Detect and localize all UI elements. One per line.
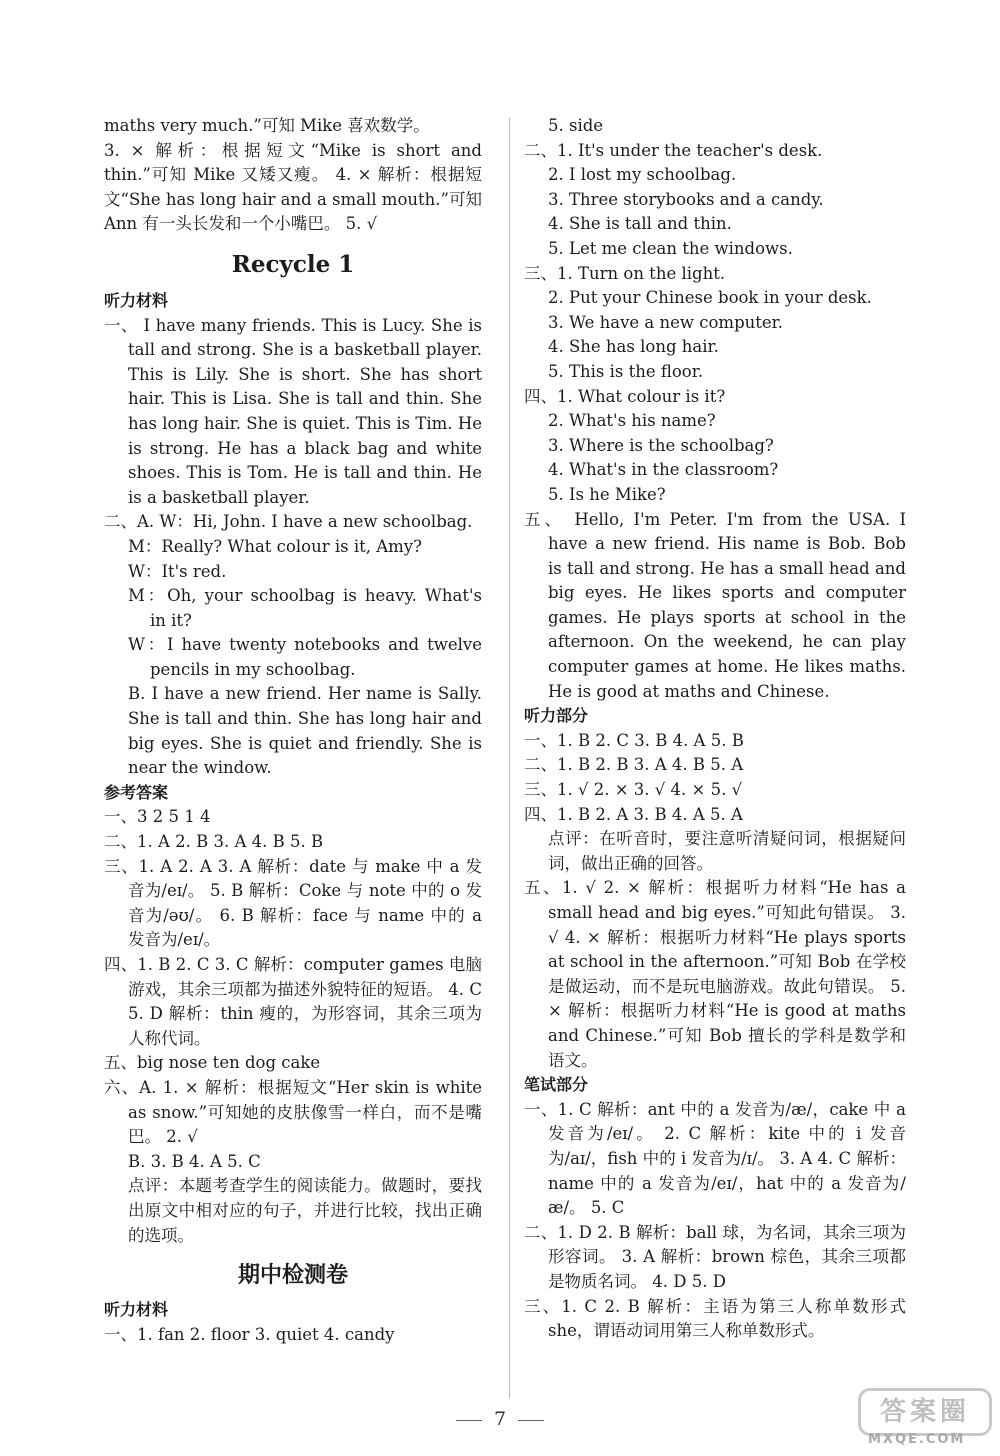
listening-passage-1: 一、 I have many friends. This is Lucy. She is tall and strong. She is a basketball player. This is Lily. She is short. She has short hair. This is Lisa. She is tall and thin. She has long hair. She is quiet. This is Tim. He is strong. He has a black bag and white shoes. This is Tom. He is tall and thin. He is a basketball player. [104,315,482,507]
dialogue-line: 二、A. W：Hi, John. I have a new schoolbag. [104,512,473,532]
watermark-logo-icon: 答案圈 [858,1388,992,1436]
answer-line: 5. side [548,116,604,135]
answer-line: 5. Is he Mike? [548,484,666,504]
answer-line: 二、1. A 2. B 3. A 4. B 5. B [104,832,324,852]
answer-line: 三、1. Turn on the light. [524,263,726,283]
listening-passage-2b: B. I have a new friend. Her name is Sally. She is tall and thin. She has long hair and big eyes. She is quiet and friendly. She is near the window. [128,684,482,778]
answer-block: 3. × 解析：根据短文“Mike is short and thin.”可知 Mike 又矮又瘦。 4. × 解析：根据短文“She has long hair and a small mouth.”可知 Ann 有一头长发和一个小嘴巴。 5. √ [104,140,482,234]
continued-line: maths very much.”可知 Mike 喜欢数学。 [104,116,430,135]
answer-line: 三、1. C 2. B 解析：主语为第三人称单数形式 she，谓语动词用第三人称单数形式。 [524,1296,906,1341]
answer-line: 四、1. B 2. C 3. C 解析：computer games 电脑游戏，其余三项都为描述外貌特征的短语。 4. C 5. D 解析：thin 瘦的，为形容词，其余三项为人称代词。 [104,955,482,1048]
answer-line: 一、1. C 解析：ant 中的 a 发音为/æ/，cake 中 a 发音为/eɪ/。 2. C 解析：kite 中的 i 发音为/aɪ/，fish 中的 i 发音为/ɪ/。 3. A 4. C 解析：name 中的 a 发音为/eɪ/，hat 中的 a 发音为/æ/。 5. C [524,1099,906,1218]
answer-line: 2. I lost my schoolbag. [548,165,737,185]
answer-line: 2. What's his name? [548,411,716,431]
answer-line: 一、1. B 2. C 3. B 4. A 5. B [524,730,744,750]
answer-line: 四、1. What colour is it? [524,386,726,406]
dialogue-line: W：It's red. [128,561,227,581]
comment-line: 点评：在听音时，要注意听清疑问词，根据疑问词，做出正确的回答。 [548,829,906,873]
listening-part-heading: 听力部分 [524,706,589,726]
watermark-logo [858,1388,986,1446]
left-column [104,114,482,1347]
answer-line: 一、1. fan 2. floor 3. quiet 4. candy [104,1324,395,1344]
section-title-midterm: 期中检测卷 [237,1263,348,1289]
answer-line: 三、1. √ 2. × 3. √ 4. × 5. √ [524,780,743,800]
right-column [524,114,906,1344]
answer-line: 二、1. B 2. B 3. A 4. B 5. A [524,755,744,775]
answer-line: 二、1. D 2. B 解析：ball 球，为名词，其余三项为形容词。 3. A 解析：brown 棕色，其余三项都是物质名词。 4. D 5. D [524,1222,906,1291]
answer-line: 2. Put your Chinese book in your desk. [548,288,872,308]
dialogue-line: W：I have twenty notebooks and twelve pencils in my schoolbag. [128,635,482,679]
dialogue-line: M：Really? What colour is it, Amy? [128,536,422,556]
answer-line: 3. Three storybooks and a candy. [548,189,824,209]
reference-answers-heading: 参考答案 [104,782,169,802]
answer-line: 4. She has long hair. [548,337,719,357]
answer-line: 五、big nose ten dog cake [104,1053,321,1073]
section-title-recycle: Recycle 1 [231,250,355,278]
column-divider [509,118,510,1398]
answer-line: 四、1. B 2. A 3. B 4. A 5. A [524,804,743,824]
dialogue-line: M：Oh, your schoolbag is heavy. What's in it? [128,586,482,630]
answer-line: 一、3 2 5 1 4 [104,807,211,827]
answer-line: B. 3. B 4. A 5. C [128,1151,261,1171]
answer-line: 4. She is tall and thin. [548,214,732,234]
answer-line: 5. This is the floor. [548,361,704,381]
dash-left [456,1420,482,1421]
answer-line: 六、A. 1. × 解析：根据短文“Her skin is white as snow.”可知她的皮肤像雪一样白，而不是嘴巴。 2. √ [104,1077,482,1147]
dash-right [518,1420,544,1421]
written-part-heading: 笔试部分 [524,1075,589,1095]
answer-line: 三、1. A 2. A 3. A 解析：date 与 make 中 a 发音为/eɪ/。 5. B 解析：Coke 与 note 中的 o 发音为/əʊ/。 6. B 解析：face 与 name 中的 a 发音为/eɪ/。 [104,856,482,950]
answer-line: 二、1. It's under the teacher's desk. [524,140,823,160]
answer-line: 3. We have a new computer. [548,312,783,332]
page-number-value: 7 [493,1408,507,1430]
listening-passage-5: 五、 Hello, I'm Peter. I'm from the USA. I have a new friend. His name is Bob. Bob is tall and strong. He has a small head and big eyes. He likes sports and computer games. He plays sports at school in the afternoon. On the weekend, he can play computer games at home. He likes maths. He is good at maths and Chinese. [524,509,906,701]
page-number [0,1408,1000,1430]
watermark-url: MXQE.COM [868,1432,966,1447]
answer-line: 五、1. √ 2. × 解析：根据听力材料“He has a small head and big eyes.”可知此句错误。 3. √ 4. × 解析：根据听力材料“He plays sports at school in the afternoon.”可知 Bob 在学校是做运动，而不是玩电脑游戏。故此句错误。 5. × 解析：根据听力材料“He is good at maths and Chinese.”可知 Bob 擅长的学科是数学和语文。 [524,878,906,1070]
comment-line: 点评：本题考查学生的阅读能力。做题时，要找出原文中相对应的句子，并进行比较，找出正确的选项。 [128,1176,482,1245]
listening-material-heading-2: 听力材料 [104,1300,169,1320]
answer-line: 4. What's in the classroom? [548,460,779,480]
answer-line: 3. Where is the schoolbag? [548,435,774,455]
listening-material-heading: 听力材料 [104,290,169,310]
answer-line: 5. Let me clean the windows. [548,238,793,258]
